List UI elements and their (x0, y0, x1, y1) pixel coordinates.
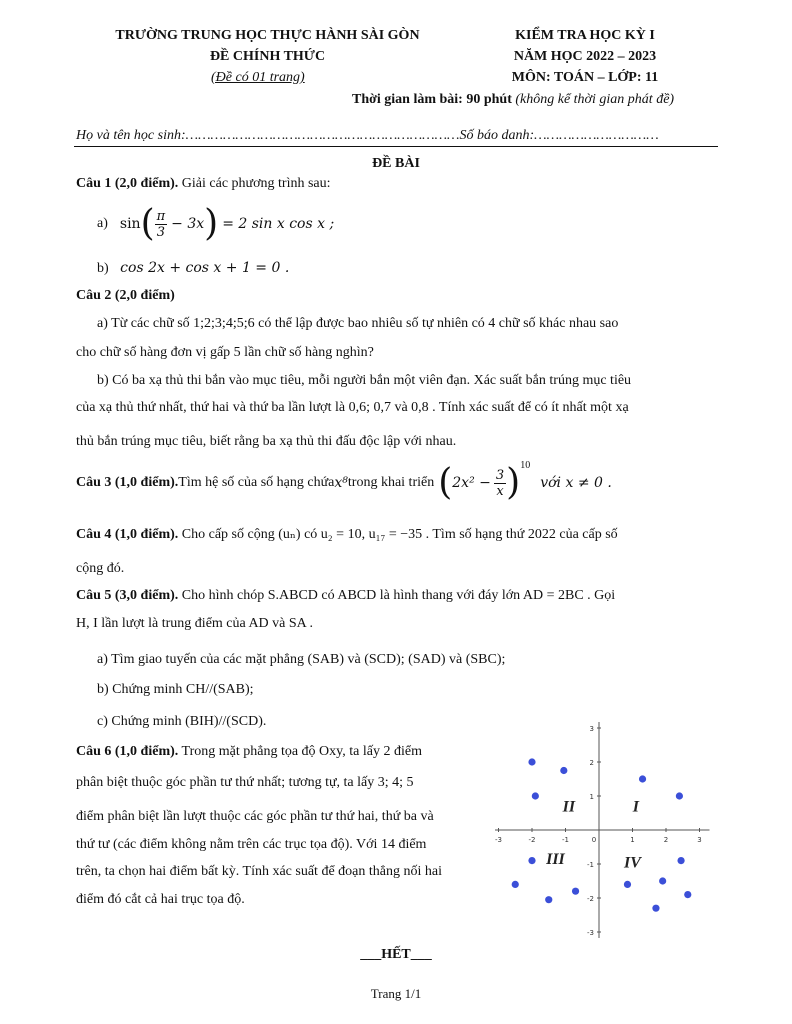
q1a-fraction (155, 209, 168, 240)
q1b-label: b) (97, 261, 109, 276)
q1a-rhs: = 2 sin x cos x ; (222, 216, 335, 232)
x-tick-label: -3 (495, 836, 502, 844)
quadrant-label-iii: III (546, 851, 565, 868)
x-tick-label: -1 (562, 836, 569, 844)
quadrant-label-i: I (632, 798, 639, 816)
data-point (545, 896, 552, 903)
data-point (572, 888, 579, 895)
end-marker: ___HẾT___ (360, 947, 432, 962)
data-point (528, 758, 535, 765)
question-5 (76, 588, 615, 604)
q2b-line2: của xạ thủ thứ nhất, thứ hai và thứ ba lần lượt là 0,6; 0,7 và 0,8 . Tính xác suất để có ít nhất một xạ (76, 400, 629, 415)
x-tick-label: 2 (663, 836, 669, 844)
q2a-line2: cho chữ số hàng đơn vị gấp 5 lần chữ số hàng nghìn? (76, 345, 374, 360)
data-point (652, 905, 659, 912)
quadrant-label-ii: II (562, 798, 576, 816)
y-tick-label: 3 (589, 725, 594, 733)
quadrant-scatter-chart (495, 718, 725, 938)
divider (74, 146, 718, 147)
exam-title: KIỂM TRA HỌC KỲ I (515, 28, 655, 43)
x-tick-label: 3 (697, 836, 702, 844)
q6-line3: điểm phân biệt lần lượt thuộc các góc phần tư thứ hai, thứ ba và (76, 809, 434, 824)
y-tick-label: 2 (589, 759, 594, 767)
data-point (560, 767, 567, 774)
q1-label: Câu 1 (2,0 điểm). (76, 176, 179, 191)
time-info (352, 92, 674, 108)
page-number: Trang 1/1 (370, 986, 422, 1001)
data-point (639, 775, 646, 782)
q5-line2: H, I lần lượt là trung điểm của AD và SA . (76, 616, 314, 631)
q5-part-a: a) Tìm giao tuyến của các mặt phẳng (SAB) và (SCD); (SAD) và (SBC); (97, 652, 506, 667)
student-name-label: Họ và tên học sinh:………………………………………………………… (76, 128, 460, 143)
data-point (684, 891, 691, 898)
x-tick-label: -2 (528, 836, 536, 844)
q4-label: Câu 4 (1,0 điểm). (76, 527, 179, 542)
q3-text: Tìm hệ số của số hạng chứa (178, 475, 335, 490)
section-title: ĐỀ BÀI (372, 156, 420, 171)
question-1 (76, 176, 331, 192)
q3-tail: với x ≠ 0 . (540, 475, 612, 491)
q5-line1: Cho hình chóp S.ABCD có ABCD là hình thang với đáy lớn AD = 2BC . Gọi (178, 588, 616, 603)
q4-line2: cộng đó. (76, 561, 125, 576)
y-tick-label: -3 (587, 929, 594, 937)
data-point (677, 857, 684, 864)
question-4 (76, 526, 618, 543)
q1a-tail: − 3x (171, 216, 205, 232)
q3-num: 3 (495, 467, 505, 483)
q6-line5: trên, ta chọn hai điểm bất kỳ. Tính xác suất để đoạn thẳng nối hai (76, 864, 442, 879)
q3-text2: trong khai triển (347, 475, 435, 490)
q3-x8: x⁸ (334, 475, 348, 491)
q6-line6: điểm đó cắt cả hai trục tọa độ. (76, 892, 245, 907)
question-3 (76, 458, 612, 508)
q3-fraction (494, 468, 506, 499)
y-tick-label: 1 (589, 793, 594, 801)
q1-text: Giải các phương trình sau: (178, 176, 331, 191)
time-note: (không kể thời gian phát đề) (515, 92, 675, 107)
y-tick-label: -1 (587, 861, 594, 869)
q3-paren-open: ( (438, 462, 453, 503)
q1b-expr: cos 2x + cos x + 1 = 0 . (120, 260, 290, 276)
q4-line1: Cho cấp số cộng (uₙ) có u₂ = 10, u₁₇ = −35 . Tìm số hạng thứ 2022 của cấp số (178, 527, 618, 542)
data-point (532, 792, 539, 799)
q5-part-c: c) Chứng minh (BIH)//(SCD). (97, 714, 267, 729)
school-year: NĂM HỌC 2022 – 2023 (513, 49, 657, 64)
q1a-num: π (156, 208, 166, 224)
student-id-label: Số báo danh:………………………… (459, 128, 659, 143)
q1-part-a (97, 202, 334, 246)
q1a-sin: sin (119, 216, 141, 232)
data-point (659, 877, 666, 884)
q6-line2: phân biệt thuộc góc phần tư thứ nhất; tương tự, ta lấy 3; 4; 5 (76, 775, 414, 790)
q3-den: x (496, 483, 504, 499)
official-label: ĐỀ CHÍNH THỨC (209, 49, 326, 64)
q1a-label: a) (97, 216, 108, 231)
q1a-paren-close: ) (204, 203, 219, 244)
data-point (676, 792, 683, 799)
q5-label: Câu 5 (3,0 điểm). (76, 588, 179, 603)
q5-part-b: b) Chứng minh CH//(SAB); (97, 682, 254, 697)
question-6 (76, 744, 422, 760)
q3-paren-close: ) (506, 462, 521, 503)
time-limit: Thời gian làm bài: 90 phút (352, 92, 512, 107)
q1-part-b (97, 260, 289, 277)
subject: MÔN: TOÁN – LỚP: 11 (511, 70, 659, 85)
q2b-line3: thủ bắn trúng mục tiêu, biết rằng ba xạ thủ thi đấu độc lập với nhau. (76, 434, 457, 449)
q1a-paren-open: ( (140, 203, 155, 244)
x-tick-label: 1 (630, 836, 635, 844)
q3-label: Câu 3 (1,0 điểm). (76, 475, 179, 490)
page-count: (Đề có 01 trang) (211, 70, 305, 85)
student-line (76, 128, 659, 144)
y-tick-label: -2 (587, 895, 594, 903)
q6-line1: Trong mặt phẳng tọa độ Oxy, ta lấy 2 điểm (178, 744, 422, 759)
q2a-line1: a) Từ các chữ số 1;2;3;4;5;6 có thể lập được bao nhiêu số tự nhiên có 4 chữ số khác nhau sao (97, 316, 619, 331)
q6-line4: thứ tư (các điểm không nằm trên các trục tọa độ). Với 14 điểm (76, 837, 427, 852)
data-point (512, 881, 519, 888)
data-point (624, 881, 631, 888)
q2-label: Câu 2 (2,0 điểm) (76, 288, 175, 303)
quadrant-label-iv: IV (624, 854, 641, 872)
q6-label: Câu 6 (1,0 điểm). (76, 744, 179, 759)
data-point (528, 857, 535, 864)
q2b-line1: b) Có ba xạ thủ thi bắn vào mục tiêu, mỗi người bắn một viên đạn. Xác suất bắn trúng mục tiêu (97, 373, 632, 388)
x-tick-label: 0 (591, 836, 597, 844)
q1a-den: 3 (156, 224, 166, 240)
school-name: TRƯỜNG TRUNG HỌC THỰC HÀNH SÀI GÒN (115, 28, 420, 43)
q3-expr: 2x² − (452, 475, 491, 491)
q3-exponent: 10 (520, 460, 531, 471)
